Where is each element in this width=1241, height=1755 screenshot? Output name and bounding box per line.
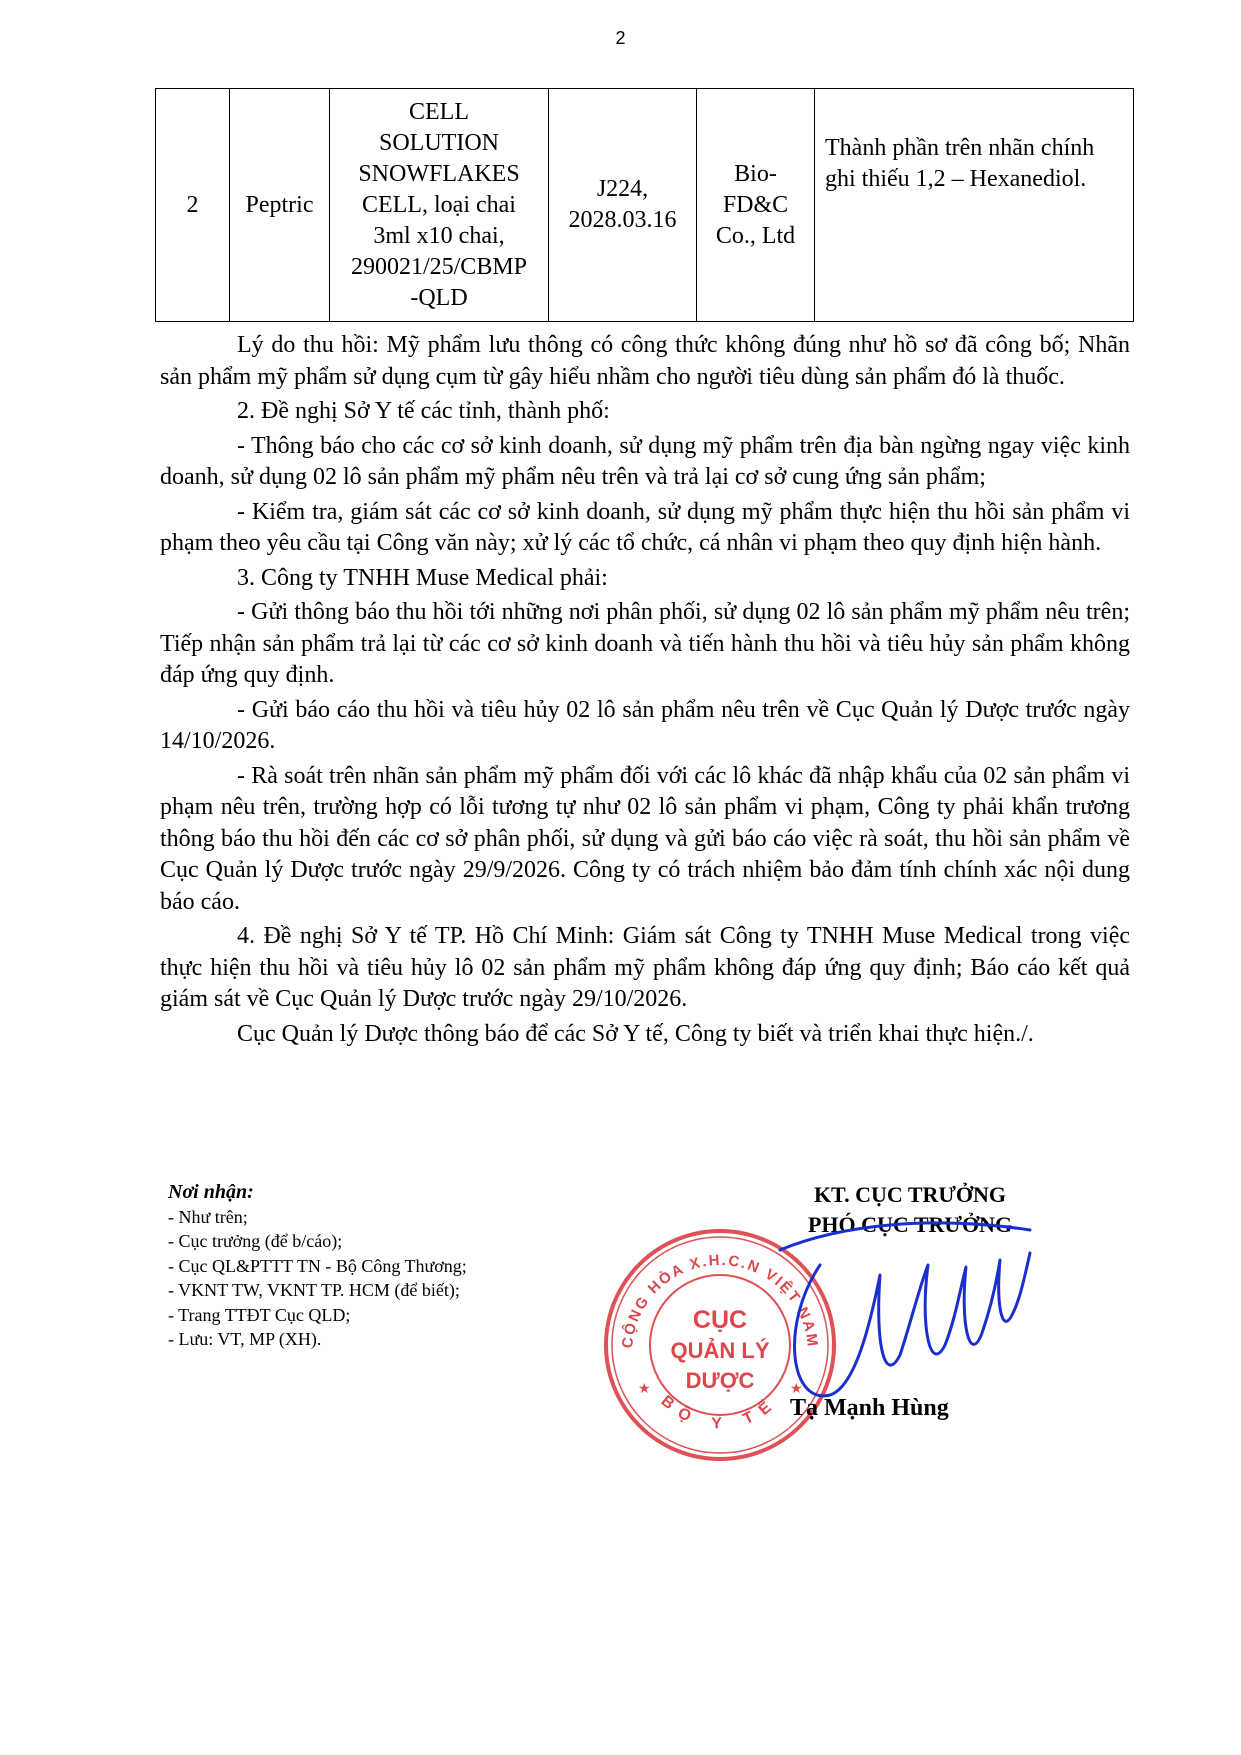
cell-product [330, 89, 549, 322]
product-line: -QLD [410, 284, 468, 311]
page-number: 2 [615, 28, 626, 48]
cell-no: 2 [156, 89, 230, 322]
recipient-item: - Như trên; [168, 1206, 248, 1227]
recipient-item: - VKNT TW, VKNT TP. HCM (để biết); [168, 1280, 460, 1300]
seal-center-line: DƯỢC [685, 1368, 755, 1393]
recipient-item: - Trang TTĐT Cục QLD; [168, 1304, 351, 1325]
section-3-item-3: - Rà soát trên nhãn sản phẩm mỹ phẩm đối với các lô khác đã nhập khẩu của 02 sản phẩm vi phạm nêu trên, trường hợp có lỗi tương tự như 02 lô sản phẩm vi phạm, Công ty phải khẩn trương thông báo thu hồi đến các cơ sở phân phối, sử dụng và gửi báo cáo việc rà soát, thu hồi sản phẩm về Cục Quản lý Dược trước ngày 29/9/2026. Công ty có trách nhiệm bảo đảm tính chính xác nội dung báo cáo. [160, 762, 1130, 915]
seal-ring-bottom-text: BỘ Y TẾ [657, 1392, 783, 1433]
document-body [160, 330, 1130, 1053]
cell-lot [549, 89, 697, 322]
recipients-heading: Nơi nhận: [168, 1181, 254, 1203]
recall-reason-paragraph: Lý do thu hồi: Mỹ phẩm lưu thông có công thức không đúng như hồ sơ đã công bố; Nhãn sản phẩm mỹ phẩm sử dụng cụm từ gây hiểu nhầm cho người tiêu dùng sản phẩm đó là thuốc. [160, 332, 1130, 390]
seal-star-icon: ★ [638, 1380, 651, 1396]
cell-manufacturer [697, 89, 815, 322]
section-3-title: 3. Công ty TNHH Muse Medical phải: [237, 564, 608, 591]
manufacturer-line: Bio- [734, 160, 777, 187]
cell-brand: Peptric [230, 89, 330, 322]
signature-title-line-2: PHÓ CỤC TRƯỞNG [807, 1212, 1013, 1237]
product-line: SOLUTION [379, 129, 499, 156]
cell-reason [815, 89, 1134, 322]
handwritten-signature [760, 1205, 1040, 1420]
lot-line: 2028.03.16 [568, 207, 677, 233]
section-4-paragraph: 4. Đề nghị Sở Y tế TP. Hồ Chí Minh: Giám sát Công ty TNHH Muse Medical trong việc thực hiện thu hồi và tiêu hủy lô 02 sản phẩm mỹ phẩm không đáp ứng quy định; Báo cáo kết quả giám sát về Cục Quản lý Dược trước ngày 29/10/2026. [160, 923, 1130, 1012]
seal-center-line: QUẢN LÝ [670, 1338, 770, 1363]
product-line: 3ml x10 chai, [373, 222, 505, 249]
lot-line: J224, [596, 176, 649, 202]
reason-line: ghi thiếu 1,2 – Hexanediol. [825, 166, 1087, 192]
section-3-item-1: - Gửi thông báo thu hồi tới những nơi phân phối, sử dụng 02 lô sản phẩm mỹ phẩm nêu trên; Tiếp nhận sản phẩm trả lại từ các cơ sở kinh doanh và tiến hành thu hồi và tiêu hủy sản phẩm không đáp ứng quy định. [160, 599, 1130, 688]
section-3-item-2: - Gửi báo cáo thu hồi và tiêu hủy 02 lô sản phẩm nêu trên về Cục Quản lý Dược trước ngày 14/10/2026. [160, 696, 1130, 754]
seal-star-icon: ★ [790, 1380, 803, 1396]
seal-center-line: CỤC [692, 1306, 748, 1334]
seal-ring-top-text: CỘNG HÒA X.H.C.N VIỆT NAM [618, 1251, 822, 1350]
recall-product-table [155, 88, 1134, 322]
recipient-item: - Cục trưởng (để b/cáo); [168, 1231, 343, 1251]
recipient-item: - Cục QL&PTTT TN - Bộ Công Thương; [168, 1255, 467, 1276]
signer-name: Tạ Mạnh Hùng [790, 1395, 949, 1421]
product-line: CELL, loại chai [362, 191, 516, 218]
manufacturer-line: Co., Ltd [715, 222, 796, 249]
product-line: SNOWFLAKES [358, 160, 520, 187]
manufacturer-line: FD&C [722, 191, 789, 218]
product-line: CELL [409, 98, 469, 125]
recipients-block [168, 1180, 608, 1352]
product-line: 290021/25/CBMP [350, 253, 528, 280]
section-2-item-2: - Kiểm tra, giám sát các cơ sở kinh doanh, sử dụng mỹ phẩm thực hiện thu hồi sản phẩm vi phạm theo yêu cầu tại Công văn này; xử lý các tổ chức, cá nhân vi phạm theo quy định hiện hành. [160, 498, 1130, 556]
table-row [156, 89, 1134, 322]
closing-paragraph: Cục Quản lý Dược thông báo để các Sở Y tế, Công ty biết và triển khai thực hiện./. [237, 1020, 1034, 1047]
reason-line: Thành phần trên nhãn chính [825, 135, 1095, 161]
recipient-item: - Lưu: VT, MP (XH). [168, 1329, 322, 1349]
section-2-title: 2. Đề nghị Sở Y tế các tỉnh, thành phố: [237, 398, 610, 424]
signature-title-line-1: KT. CỤC TRƯỞNG [813, 1182, 1007, 1207]
section-2-item-1: - Thông báo cho các cơ sở kinh doanh, sử dụng mỹ phẩm trên địa bàn ngừng ngay việc kinh doanh, sử dụng 02 lô sản phẩm mỹ phẩm nêu trên và trả lại cơ sở cung ứng sản phẩm; [160, 432, 1130, 490]
